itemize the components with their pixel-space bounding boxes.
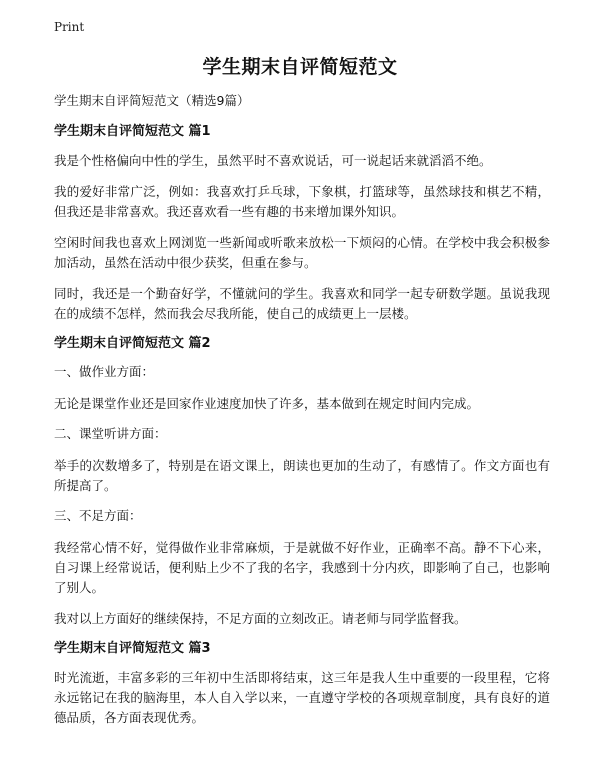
paragraph: 我对以上方面好的继续保持，不足方面的立刻改正。请老师与同学监督我。 <box>54 611 467 626</box>
paragraph: 我是个性格偏向中性的学生，虽然平时不喜欢说话，可一说起话来就滔滔不绝。 <box>54 153 492 168</box>
sub-label: 二、课堂听讲方面： <box>54 426 167 441</box>
document-body <box>54 92 550 739</box>
page-title: 学生期末自评简短范文 <box>202 56 398 78</box>
section-2 <box>54 335 550 629</box>
paragraph: 时光流逝，丰富多彩的三年初中生活即将结束，这三年是我人生中重要的一段里程，它将永远铭记在我的脑海里，本人自入学以来，一直遵守学校的各项规章制度，具有良好的道德品质，各方面表现优秀。 <box>54 670 550 725</box>
sub-label: 三、不足方面： <box>54 508 142 523</box>
paragraph: 同时，我还是一个勤奋好学，不懂就问的学生。我喜欢和同学一起专研数学题。虽说我现在的成绩不怎样，然而我会尽我所能，使自己的成绩更上一层楼。 <box>54 286 550 321</box>
paragraph: 我经常心情不好，觉得做作业非常麻烦，于是就做不好作业，正确率不高。静不下心来，自习课上经常说话，便利贴上少不了我的名字，我感到十分内疚，即影响了自己，也影响了别人。 <box>54 540 550 595</box>
sub-label: 一、做作业方面： <box>54 364 155 379</box>
section-heading: 学生期末自评简短范文 篇2 <box>54 336 211 351</box>
document-subtitle: 学生期末自评简短范文（精选9篇） <box>54 93 250 108</box>
paragraph: 无论是课堂作业还是回家作业速度加快了许多，基本做到在规定时间内完成。 <box>54 396 480 411</box>
print-link[interactable]: Print <box>54 20 85 34</box>
paragraph: 举手的次数增多了，特别是在语文课上，朗读也更加的生动了，有感情了。作文方面也有所提高了。 <box>54 458 550 493</box>
section-heading: 学生期末自评简短范文 篇3 <box>54 641 211 656</box>
paragraph: 我的爱好非常广泛，例如：我喜欢打乒乓球，下象棋，打篮球等，虽然球技和棋艺不精，但我还是非常喜欢。我还喜欢看一些有趣的书来增加课外知识。 <box>54 184 550 219</box>
section-heading: 学生期末自评简短范文 篇1 <box>54 124 211 139</box>
section-3 <box>54 640 550 728</box>
section-1 <box>54 123 550 324</box>
paragraph: 空闲时间我也喜欢上网浏览一些新闻或听歌来放松一下烦闷的心情。在学校中我会积极参加活动，虽然在活动中很少获奖，但重在参与。 <box>54 235 550 270</box>
